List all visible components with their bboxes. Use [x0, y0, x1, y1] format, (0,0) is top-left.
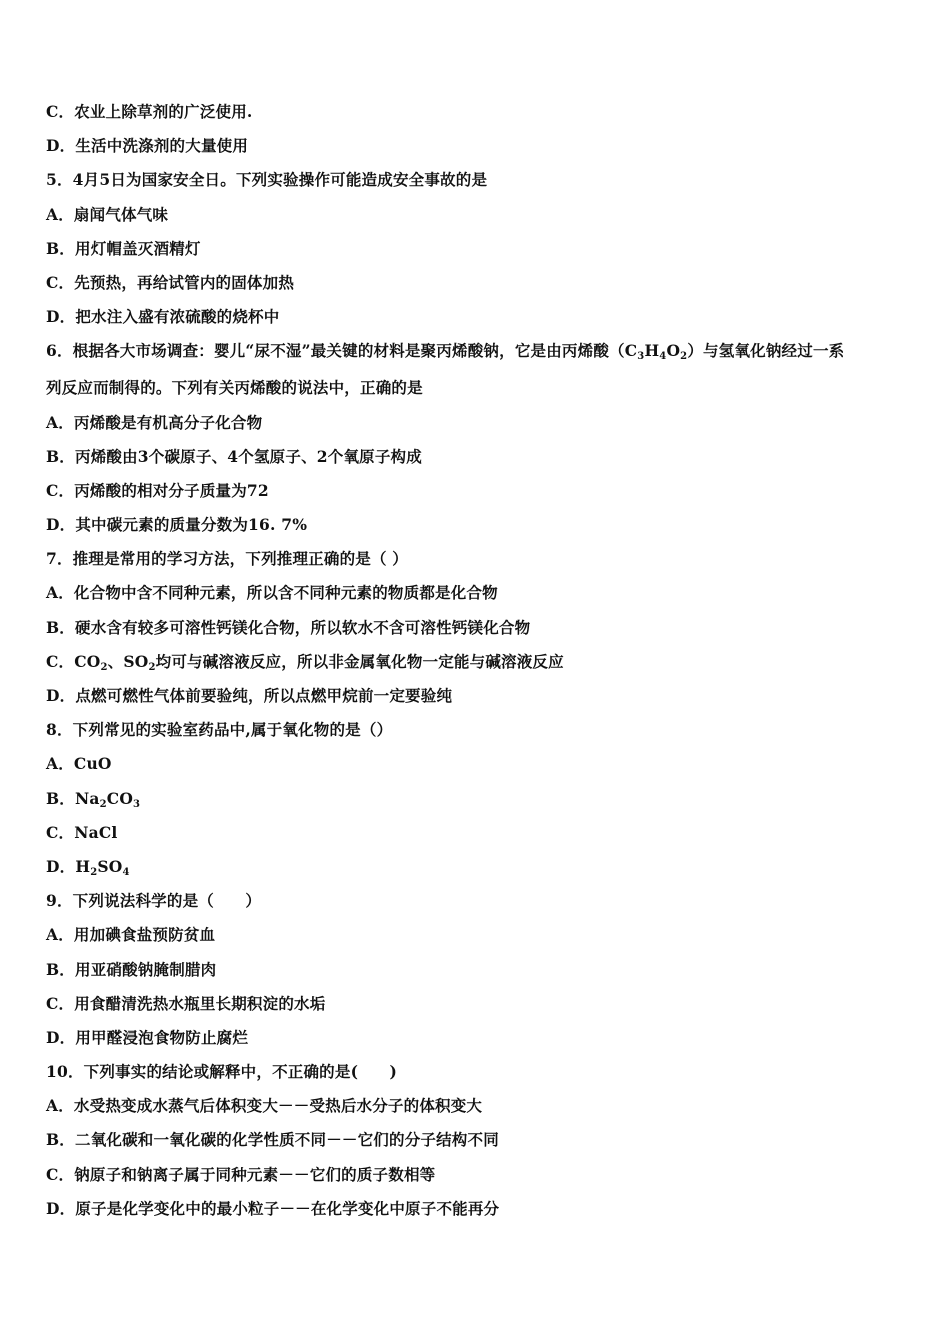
answer-option	[46, 1128, 916, 1162]
answer-option	[46, 100, 916, 134]
answer-option	[46, 134, 916, 168]
text-segment: 6．根据各大市场调查：婴儿“尿不湿”最关键的材料是聚丙烯酸钠，它是由丙烯酸（C	[46, 341, 638, 361]
question-stem	[46, 1060, 916, 1094]
text-segment: C．先预热，再给试管内的固体加热	[46, 272, 295, 292]
text-segment: B．用灯帽盖灭酒精灯	[46, 238, 201, 258]
subscript: 2	[100, 661, 108, 673]
text-segment: D．H	[46, 856, 91, 876]
exam-document	[46, 100, 916, 1231]
text-segment: 7．推理是常用的学习方法，下列推理正确的是（ ）	[46, 549, 408, 569]
answer-option	[46, 237, 916, 271]
question-stem	[46, 339, 916, 376]
text-segment: B．硬水含有较多可溶性钙镁化合物，所以软水不含可溶性钙镁化合物	[46, 617, 531, 637]
answer-option	[46, 581, 916, 615]
text-segment: A．扇闻气体气味	[46, 204, 169, 224]
answer-option	[46, 203, 916, 237]
text-segment: C．CO	[46, 651, 101, 671]
text-segment: C．钠原子和钠离子属于同种元素－－它们的质子数相等	[46, 1164, 436, 1184]
text-segment: D．点燃可燃性气体前要验纯，所以点燃甲烷前一定要验纯	[46, 686, 453, 705]
answer-option	[46, 650, 916, 684]
answer-option	[46, 752, 916, 786]
text-segment: 、SO	[107, 651, 149, 671]
subscript: 3	[133, 798, 141, 810]
text-segment: 9．下列说法科学的是（ ）	[46, 891, 262, 911]
text-segment: 5．4月5日为国家安全日。下列实验操作可能造成安全事故的是	[46, 170, 488, 190]
answer-option	[46, 684, 916, 718]
text-segment: 10．下列事实的结论或解释中，不正确的是( )	[46, 1062, 398, 1082]
subscript: 4	[659, 351, 667, 363]
question-stem	[46, 168, 916, 202]
text-segment: 列反应而制得的。下列有关丙烯酸的说法中，正确的是	[46, 378, 423, 398]
text-segment: D．生活中洗涤剂的大量使用	[46, 136, 249, 156]
text-segment: B．二氧化碳和一氧化碳的化学性质不同－－它们的分子结构不同	[46, 1130, 499, 1150]
answer-option	[46, 1163, 916, 1197]
text-segment: A．CuO	[46, 754, 112, 774]
text-segment: CO	[106, 788, 134, 808]
subscript: 2	[680, 351, 688, 363]
text-segment: B．Na	[46, 788, 100, 808]
text-segment: 均可与碱溶液反应，所以非金属氧化物一定能与碱溶液反应	[155, 651, 564, 671]
text-segment: 8．下列常见的实验室药品中,属于氧化物的是（）	[46, 720, 393, 740]
answer-option	[46, 787, 916, 821]
text-segment: C．农业上除草剂的广泛使用.	[46, 102, 253, 121]
text-segment: A．化合物中含不同种元素，所以含不同种元素的物质都是化合物	[46, 583, 498, 603]
answer-option	[46, 992, 916, 1026]
answer-option	[46, 411, 916, 445]
answer-option	[46, 855, 916, 889]
answer-option	[46, 1094, 916, 1128]
subscript: 2	[99, 798, 107, 810]
text-segment: D．用甲醛浸泡食物防止腐烂	[46, 1027, 249, 1047]
subscript: 2	[90, 866, 98, 878]
text-segment: H	[644, 341, 660, 361]
text-segment: SO	[97, 856, 123, 876]
text-segment: ）与氢氧化钠经过一系	[687, 341, 845, 361]
text-segment: O	[666, 341, 681, 361]
answer-option	[46, 513, 916, 547]
text-segment: D．其中碳元素的质量分数为16. 7%	[46, 515, 308, 535]
answer-option	[46, 923, 916, 957]
subscript: 3	[637, 351, 645, 363]
question-stem	[46, 718, 916, 752]
answer-option	[46, 305, 916, 339]
answer-option	[46, 821, 916, 855]
answer-option	[46, 616, 916, 650]
text-segment: A．水受热变成水蒸气后体积变大－－受热后水分子的体积变大	[46, 1096, 483, 1116]
answer-option	[46, 445, 916, 479]
answer-option	[46, 958, 916, 992]
text-segment: B．用亚硝酸钠腌制腊肉	[46, 959, 217, 979]
text-segment: A．丙烯酸是有机高分子化合物	[46, 412, 263, 432]
answer-option	[46, 479, 916, 513]
question-stem	[46, 547, 916, 581]
text-segment: B．丙烯酸由3个碳原子、4个氢原子、2个氧原子构成	[46, 446, 422, 466]
answer-option	[46, 1026, 916, 1060]
subscript: 4	[122, 866, 130, 878]
subscript: 2	[148, 661, 156, 673]
text-segment: D．原子是化学变化中的最小粒子－－在化学变化中原子不能再分	[46, 1198, 500, 1218]
answer-option	[46, 1197, 916, 1231]
text-segment: D．把水注入盛有浓硫酸的烧杯中	[46, 307, 280, 327]
question-stem	[46, 889, 916, 923]
text-segment: C．用食醋清洗热水瓶里长期积淀的水垢	[46, 993, 326, 1013]
question-stem-continued	[46, 376, 916, 410]
text-segment: C．NaCl	[46, 822, 118, 842]
text-segment: C．丙烯酸的相对分子质量为72	[46, 480, 269, 500]
text-segment: A．用加碘食盐预防贫血	[46, 925, 216, 945]
answer-option	[46, 271, 916, 305]
